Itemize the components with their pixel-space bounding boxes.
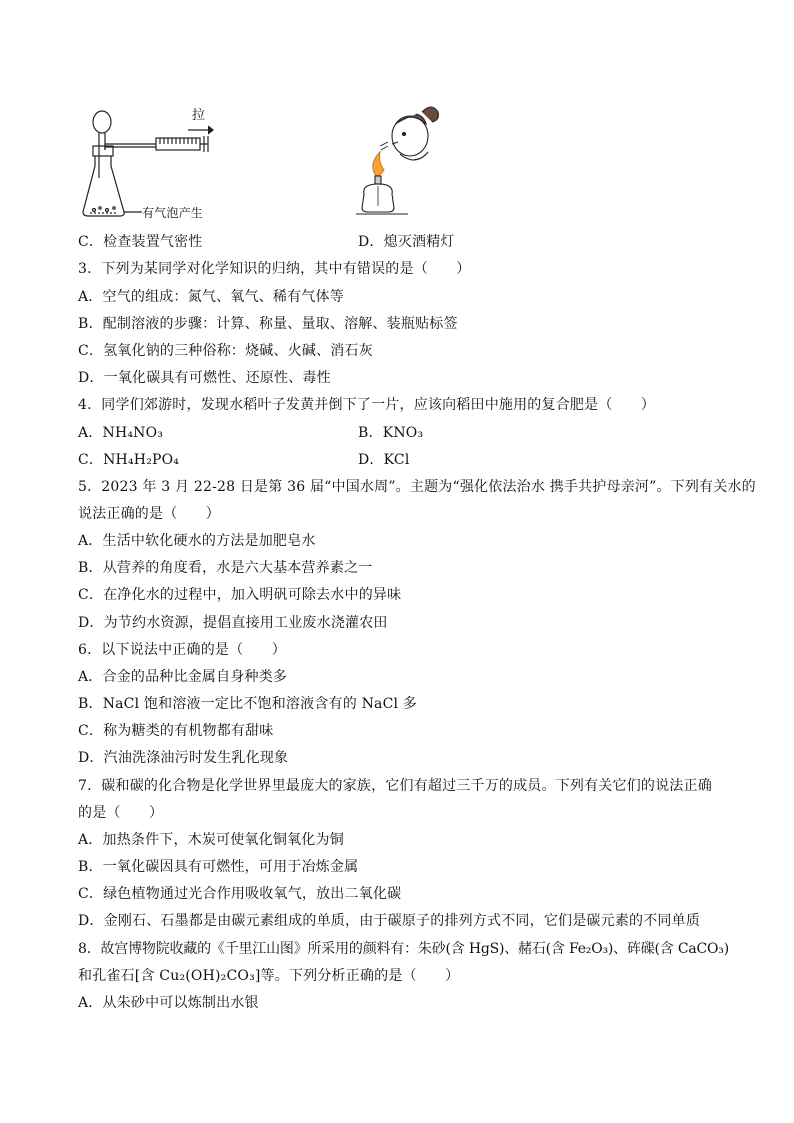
q8-stem-line2: 和孔雀石[含 Cu₂(OH)₂CO₃]等。下列分析正确的是（ ） (78, 968, 460, 984)
q7-option-c: C．绿色植物通过光合作用吸收氧气，放出二氧化碳 (78, 886, 402, 902)
q5-stem-line2: 说法正确的是（ ） (78, 506, 220, 522)
q6-stem: 6．以下说法中正确的是（ ） (78, 642, 286, 658)
alcohol-lamp-figure (352, 98, 447, 220)
q6-option-a: A．合金的品种比金属自身种类多 (78, 669, 288, 685)
q3-stem: 3．下列为某同学对化学知识的归纳，其中有错误的是（ ） (78, 261, 471, 277)
q5-option-d: D．为节约水资源，提倡直接用工业废水浇灌农田 (78, 615, 388, 631)
q5-option-c: C．在净化水的过程中，加入明矾可除去水中的异味 (78, 587, 402, 603)
q3-option-d: D．一氧化碳具有可燃性、还原性、毒性 (78, 370, 331, 386)
q6-option-c: C．称为糖类的有机物都有甜味 (78, 723, 274, 739)
syringe-barrel (156, 138, 200, 150)
q4-option-b: B．KNO₃ (358, 425, 424, 441)
q2-option-d: D．熄灭酒精灯 (358, 234, 455, 250)
funnel-bulb (93, 111, 111, 133)
q5-stem-line1: 5．2023 年 3 月 22-28 日是第 36 届“中国水周”。主题为“强化依法治水 携手共护母亲河”。下列有关水的 (78, 479, 756, 495)
q4-option-c: C．NH₄H₂PO₄ (78, 452, 180, 468)
q3-option-a: A．空气的组成：氮气、氧气、稀有气体等 (78, 289, 344, 305)
q4-stem: 4．同学们郊游时，发现水稻叶子发黄并倒下了一片，应该向稻田中施用的复合肥是（ ） (78, 397, 656, 413)
q5-option-b: B．从营养的角度看，水是六大基本营养素之一 (78, 560, 373, 576)
q7-option-d: D．金刚石、石墨都是由碳元素组成的单质，由于碳原子的排列方式不同，它们是碳元素的不同单质 (78, 913, 701, 929)
q5-option-a: A．生活中软化硬水的方法是加肥皂水 (78, 533, 316, 549)
conical-flask (83, 156, 124, 216)
q4-option-a: A．NH₄NO₃ (78, 425, 164, 441)
q8-option-a: A．从朱砂中可以炼制出水银 (78, 995, 259, 1011)
q7-option-b: B．一氧化碳因具有可燃性，可用于冶炼金属 (78, 859, 359, 875)
q6-option-b: B．NaCl 饱和溶液一定比不饱和溶液含有的 NaCl 多 (78, 696, 418, 712)
q6-option-d: D．汽油洗涤油污时发生乳化现象 (78, 750, 289, 766)
q7-option-a: A．加热条件下，木炭可使氧化铜氧化为铜 (78, 832, 344, 848)
q7-stem-line2: 的是（ ） (78, 805, 164, 821)
q3-option-b: B．配制溶液的步骤：计算、称量、量取、溶解、装瓶贴标签 (78, 316, 458, 332)
flame (373, 152, 384, 176)
q7-stem-line1: 7．碳和碳的化合物是化学世界里最庞大的家族，它们有超过三千万的成员。下列有关它们的说法正确 (78, 778, 712, 794)
pull-label: 拉 (192, 108, 206, 123)
q8-stem-line1: 8．故宫博物院收藏的《千里江山图》所采用的颜料有：朱砂(含 HgS)、赭石(含 Fe₂O₃)、砗磲(含 CaCO₃) (78, 941, 729, 957)
q2-option-c: C．检查装置气密性 (78, 234, 203, 250)
q3-option-c: C．氢氧化钠的三种俗称：烧碱、火碱、消石灰 (78, 343, 373, 359)
bubble-label: 有气泡产生 (142, 206, 204, 220)
q4-option-d: D．KCl (358, 452, 410, 468)
